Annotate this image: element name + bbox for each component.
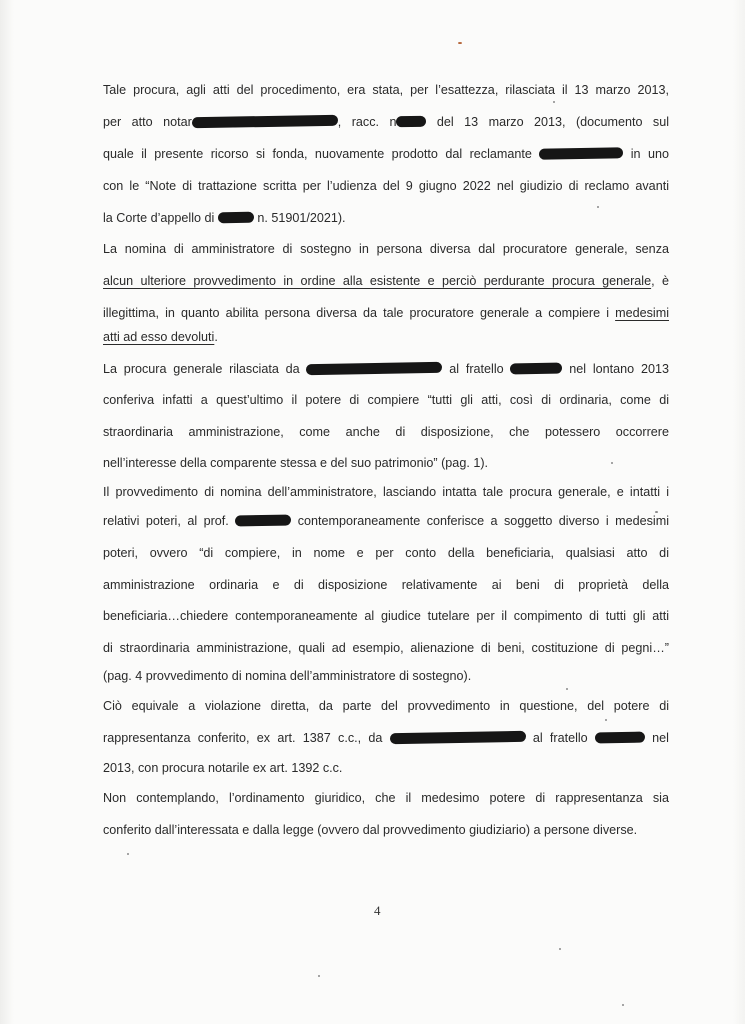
text-segment: relativi poteri, al prof. <box>103 514 236 528</box>
paragraph-line <box>103 822 669 838</box>
text-segment: del 13 marzo 2013, (documento sul <box>426 115 670 129</box>
paragraph-line <box>103 640 669 656</box>
scan-speck <box>622 1004 624 1006</box>
text-segment: di straordinaria amministrazione, quali ad esempio, alienazione di beni, costituzione di pegni…” <box>103 641 669 655</box>
scan-speck <box>655 511 658 513</box>
redaction-mark <box>306 362 442 375</box>
text-segment: Ciò equivale a violazione diretta, da parte del provvedimento in questione, del potere di <box>103 699 669 713</box>
text-segment: . <box>214 330 218 344</box>
text-segment: poteri, ovvero “di compiere, in nome e per conto della beneficiaria, qualsiasi atto di <box>103 546 669 560</box>
paragraph-line <box>103 241 669 257</box>
text-segment: beneficiaria…chiedere contemporaneamente al giudice tutelare per il compimento di tutti gli atti <box>103 609 669 623</box>
paragraph-line <box>103 329 669 345</box>
scan-speck <box>559 948 561 950</box>
text-segment: La nomina di amministratore di sostegno in persona diversa dal procuratore generale, senza <box>103 242 669 256</box>
redaction-mark <box>192 115 338 129</box>
text-segment: al fratello <box>525 731 595 745</box>
paragraph-line <box>103 305 669 321</box>
paragraph-line <box>103 273 669 289</box>
paragraph-line <box>103 146 669 162</box>
text-segment: amministrazione ordinaria e di disposizione relativamente ai beni di proprietà della <box>103 578 669 592</box>
text-segment: conferiva infatti a quest’ultimo il potere di compiere “tutti gli atti, così di ordinaria, come di <box>103 393 669 407</box>
scan-speck <box>127 853 129 855</box>
underlined-text: atti ad esso devoluti <box>103 330 215 344</box>
paragraph-line <box>103 210 669 226</box>
text-segment: illegittima, in quanto abilita persona diversa da tale procuratore generale a compiere i <box>103 306 616 320</box>
text-segment: , racc. n <box>337 115 397 129</box>
paragraph-line <box>103 760 669 776</box>
redaction-mark <box>510 363 562 375</box>
redaction-mark <box>218 212 254 224</box>
paragraph-line <box>103 668 669 684</box>
paragraph-line <box>103 577 669 593</box>
paragraph-line <box>103 513 669 529</box>
redaction-mark <box>539 147 623 159</box>
paragraph-line <box>103 698 669 714</box>
redaction-mark <box>235 515 291 527</box>
text-segment: con le “Note di trattazione scritta per l’udienza del 9 giugno 2022 nel giudizio di reclamo avanti <box>103 179 669 193</box>
scan-speck <box>605 719 607 721</box>
paragraph-line <box>103 424 669 440</box>
text-segment: nel <box>644 731 669 745</box>
scan-speck <box>553 101 555 103</box>
redaction-mark <box>390 731 526 744</box>
text-segment: , è <box>651 274 669 288</box>
paragraph-line <box>103 114 669 130</box>
scan-speck <box>458 42 462 44</box>
text-segment: nell’interesse della comparente stessa e del suo patrimonio” (pag. 1). <box>103 456 489 470</box>
scan-speck <box>597 206 599 208</box>
text-segment: Il provvedimento di nomina dell’amministratore, lasciando intatta tale procura generale, e intatti i <box>103 485 669 499</box>
page-number: 4 <box>374 903 381 918</box>
scan-speck <box>566 688 568 690</box>
text-segment: Non contemplando, l’ordinamento giuridico, che il medesimo potere di rappresentanza sia <box>103 791 669 805</box>
paragraph-line <box>103 608 669 624</box>
scan-speck <box>611 462 613 464</box>
scan-speck <box>318 975 320 977</box>
paragraph-line <box>103 455 669 471</box>
underlined-text: medesimi <box>615 306 669 320</box>
redaction-mark <box>595 732 645 744</box>
paragraph-line <box>103 82 669 98</box>
text-segment: (pag. 4 provvedimento di nomina dell’amministratore di sostegno). <box>103 669 472 683</box>
paragraph-line <box>103 392 669 408</box>
paragraph-line <box>103 790 669 806</box>
text-segment: in uno <box>623 147 669 161</box>
text-segment: nel lontano 2013 <box>562 362 669 376</box>
paragraph-line <box>103 545 669 561</box>
paragraph-line <box>103 730 669 746</box>
redaction-mark <box>396 116 426 128</box>
text-segment: n. 51901/2021). <box>253 211 346 225</box>
paragraph-line <box>103 361 669 377</box>
text-segment: al fratello <box>442 362 511 376</box>
text-segment: quale il presente ricorso si fonda, nuovamente prodotto dal reclamante <box>103 147 540 161</box>
paragraph-line <box>103 178 669 194</box>
text-segment: per atto notar <box>103 115 192 129</box>
paragraph-line <box>103 484 669 500</box>
underlined-text: alcun ulteriore provvedimento in ordine alla esistente e perciò perdurante procura generale <box>103 274 652 288</box>
text-segment: La procura generale rilasciata da <box>103 362 307 376</box>
text-segment: conferito dall’interessata e dalla legge (ovvero dal provvedimento giudiziario) a persone diverse. <box>103 823 638 837</box>
text-segment: straordinaria amministrazione, come anche di disposizione, che potessero occorrere <box>103 425 669 439</box>
text-segment: contemporaneamente conferisce a soggetto diverso i medesimi <box>291 514 669 528</box>
text-segment: Tale procura, agli atti del procedimento, era stata, per l’esattezza, rilasciata il 13 marzo 2013, <box>103 83 669 97</box>
text-segment: rappresentanza conferito, ex art. 1387 c.c., da <box>103 731 390 745</box>
text-segment: 2013, con procura notarile ex art. 1392 c.c. <box>103 761 343 775</box>
text-segment: la Corte d’appello di <box>103 211 218 225</box>
